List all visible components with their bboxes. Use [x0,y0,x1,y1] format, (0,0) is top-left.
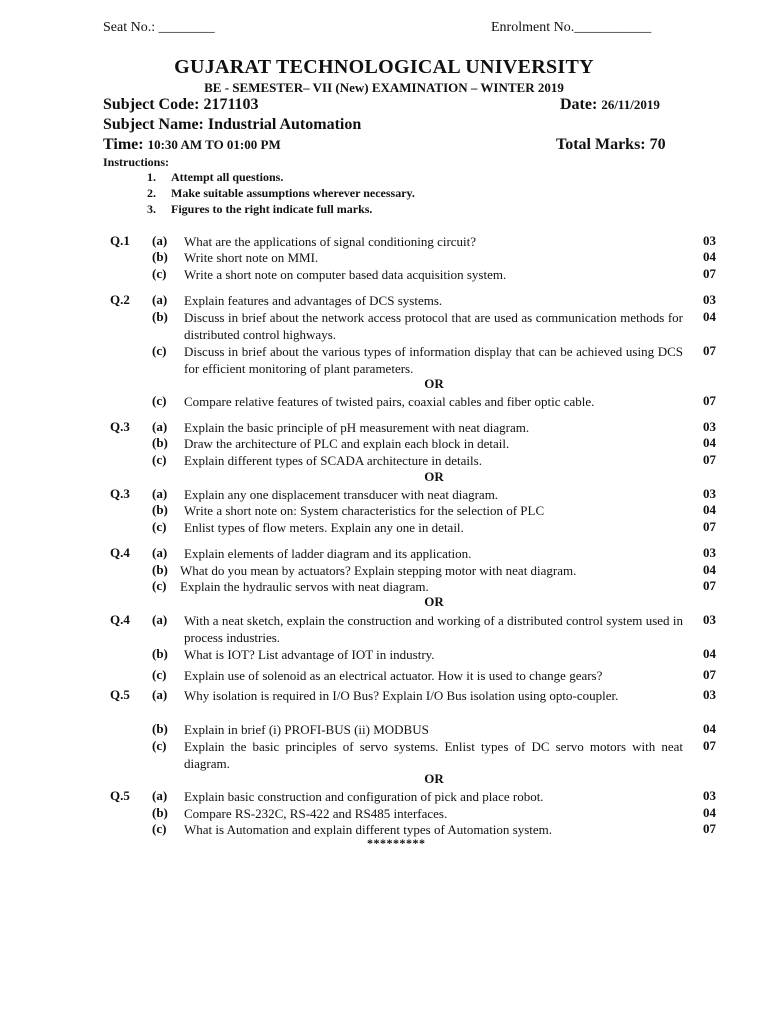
question-part: (c) [152,578,167,593]
question-part: (a) [152,486,168,501]
question-text: What is IOT? List advantage of IOT in industry. [184,647,435,662]
question-part: (c) [152,519,167,534]
instruction-text: Attempt all questions. [171,170,284,184]
question-marks: 03 [703,233,716,248]
question-marks: 07 [703,738,716,753]
instructions-title: Instructions: [103,155,170,169]
question-text: Explain basic construction and configuration of pick and place robot. [184,789,544,804]
question-number: Q.3 [110,486,130,501]
question-marks: 04 [703,502,716,517]
instruction-text: Make suitable assumptions wherever necessary. [171,186,415,200]
exam-date [560,96,660,114]
question-text: Explain the basic principle of pH measurement with neat diagram. [184,420,530,435]
question-marks: 04 [703,435,716,450]
question-text: What do you mean by actuators? Explain stepping motor with neat diagram. [180,563,577,578]
subject-code: Subject Code: 2171103 [103,96,259,113]
question-text: Discuss in brief about the network access protocol that are used as communication methods for distributed control highways. [184,310,683,342]
question-text: Discuss in brief about the various types of information display that can be achieved using DCS for efficient monitoring of plant parameters. [184,344,683,376]
question-part: (a) [152,233,168,248]
or-separator: OR [424,376,444,391]
question-part: (c) [152,738,167,753]
question-text: Compare relative features of twisted pairs, coaxial cables and fiber optic cable. [184,394,595,409]
or-separator: OR [424,469,444,484]
question-marks: 03 [703,486,716,501]
instruction-text: Figures to the right indicate full marks. [171,202,373,216]
question-text: Enlist types of flow meters. Explain any one in detail. [184,520,464,535]
question-marks: 07 [703,519,716,534]
question-text: Explain different types of SCADA architecture in details. [184,453,482,468]
question-part: (a) [152,292,168,307]
instruction-item [147,202,372,217]
instruction-number: 1. [147,170,156,184]
question-marks: 03 [703,687,716,702]
question-marks: 03 [703,612,716,627]
question-marks: 07 [703,578,716,593]
total-marks: Total Marks: 70 [556,136,666,153]
date-label: Date: [560,96,598,113]
question-number: Q.3 [110,419,130,434]
question-part: (a) [152,419,168,434]
question-part: (c) [152,343,167,358]
enrolment-number: Enrolment No.___________ [491,20,652,35]
instruction-number: 2. [147,186,156,200]
date-value: 26/11/2019 [601,97,660,112]
question-part: (c) [152,452,167,467]
top-line [103,20,708,40]
question-number: Q.5 [110,687,130,702]
question-text: Write a short note on computer based data acquisition system. [184,267,507,282]
question-text: Explain in brief (i) PROFI-BUS (ii) MODBUS [184,722,429,737]
question-marks: 03 [703,419,716,434]
question-text: Write a short note on: System characteristics for the selection of PLC [184,503,545,518]
question-number: Q.4 [110,612,130,627]
question-text: Draw the architecture of PLC and explain each block in detail. [184,436,510,451]
question-text: What is Automation and explain different types of Automation system. [184,822,553,837]
end-stars: ********* [367,836,426,850]
question-text: Explain use of solenoid as an electrical actuator. How it is used to change gears? [184,668,603,683]
question-part: (b) [152,562,168,577]
question-part: (c) [152,667,167,682]
question-text: Explain features and advantages of DCS systems. [184,293,443,308]
time-label: Time: [103,136,144,153]
question-number: Q.5 [110,788,130,803]
question-text: With a neat sketch, explain the construction and working of a distributed control system used in process industries. [184,613,683,645]
question-part: (b) [152,721,168,736]
or-separator: OR [424,594,444,609]
question-text: Explain the hydraulic servos with neat diagram. [180,579,429,594]
question-part: (a) [152,788,168,803]
question-part: (a) [152,545,168,560]
instruction-number: 3. [147,202,156,216]
question-text: Compare RS-232C, RS-422 and RS485 interfaces. [184,806,448,821]
question-text: Explain any one displacement transducer with neat diagram. [184,487,499,502]
instruction-item [147,170,283,185]
question-marks: 07 [703,667,716,682]
question-part: (b) [152,249,168,264]
question-text: Explain the basic principles of servo systems. Enlist types of DC servo motors with neat diagram. [184,739,683,771]
question-text: What are the applications of signal conditioning circuit? [184,234,477,249]
question-part: (a) [152,687,168,702]
question-part: (b) [152,805,168,820]
question-marks: 07 [703,821,716,836]
question-text: Explain elements of ladder diagram and its application. [184,546,472,561]
question-part: (a) [152,612,168,627]
question-marks: 04 [703,805,716,820]
time-value: 10:30 AM TO 01:00 PM [147,137,281,152]
question-marks: 04 [703,309,716,324]
question-marks: 07 [703,452,716,467]
question-marks: 03 [703,545,716,560]
question-marks: 07 [703,393,716,408]
question-number: Q.1 [110,233,130,248]
question-part: (c) [152,821,167,836]
question-marks: 03 [703,788,716,803]
question-text: Why isolation is required in I/O Bus? Explain I/O Bus isolation using opto-coupler. [184,688,619,703]
question-part: (b) [152,309,168,324]
exam-time [103,136,281,154]
question-number: Q.2 [110,292,130,307]
question-part: (b) [152,646,168,661]
university-title: GUJARAT TECHNOLOGICAL UNIVERSITY [174,56,594,78]
question-number: Q.4 [110,545,130,560]
instruction-item [147,186,415,201]
question-part: (c) [152,266,167,281]
question-text: Write short note on MMI. [184,250,319,265]
question-marks: 03 [703,292,716,307]
question-marks: 07 [703,343,716,358]
question-marks: 04 [703,562,716,577]
question-marks: 04 [703,249,716,264]
exam-title: BE - SEMESTER– VII (New) EXAMINATION – WINTER 2019 [204,80,564,95]
subject-name: Subject Name: Industrial Automation [103,116,362,133]
seat-number: Seat No.: ________ [103,20,215,35]
or-separator: OR [424,771,444,786]
question-marks: 07 [703,266,716,281]
question-part: (b) [152,502,168,517]
question-part: (c) [152,393,167,408]
question-part: (b) [152,435,168,450]
question-marks: 04 [703,646,716,661]
question-marks: 04 [703,721,716,736]
